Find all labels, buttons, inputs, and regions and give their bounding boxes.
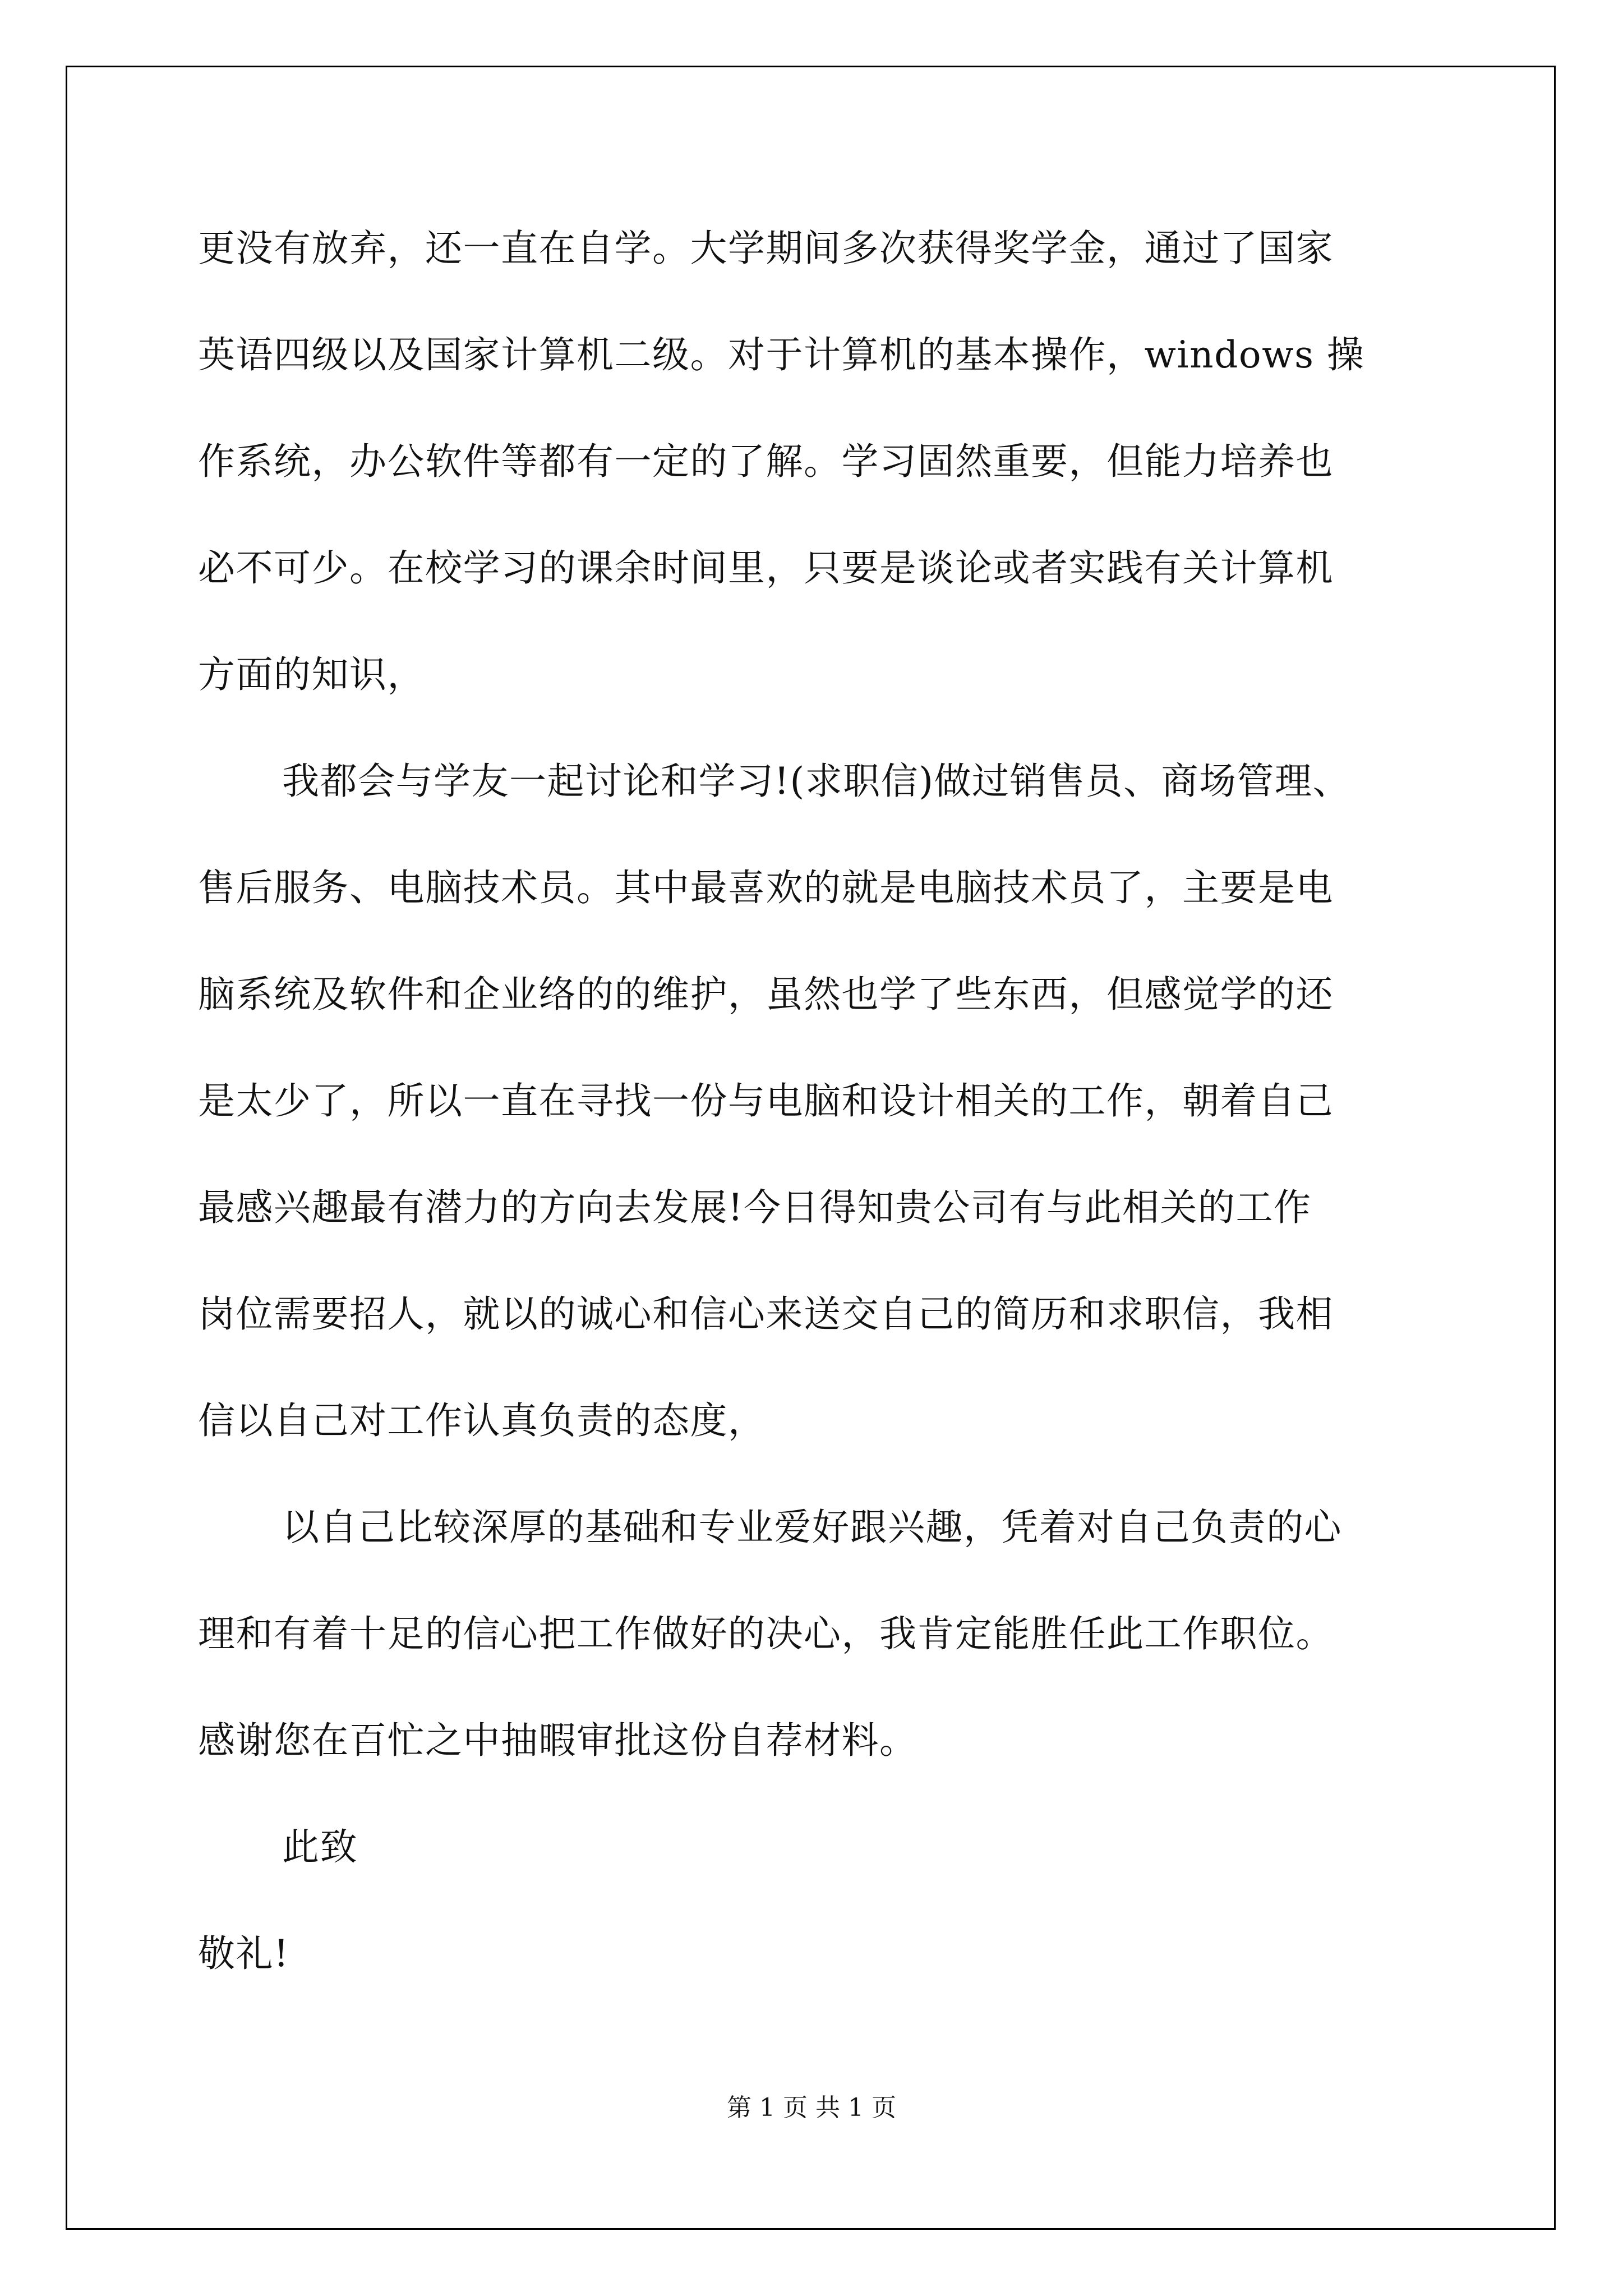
body-line-4: 必不可少。在校学习的课余时间里，只要是谈论或者实践有关计算机 <box>198 546 1334 590</box>
body-line-11: 岗位需要招人，就以的诚心和信心来送交自己的简历和求职信，我相 <box>198 1292 1334 1336</box>
body-line-7: 售后服务、电脑技术员。其中最喜欢的就是电脑技术员了，主要是电 <box>198 866 1334 909</box>
body-line-1: 更没有放弃，还一直在自学。大学期间多次获得奖学金，通过了国家 <box>198 227 1334 270</box>
body-line-2: 英语四级以及国家计算机二级。对于计算机的基本操作，windows 操 <box>198 333 1365 376</box>
body-line-14: 理和有着十足的信心把工作做好的决心，我肯定能胜任此工作职位。 <box>198 1612 1334 1655</box>
page-border <box>66 66 1556 2230</box>
body-line-15: 感谢您在百忙之中抽暇审批这份自荐材料。 <box>198 1719 917 1762</box>
body-line-8: 脑系统及软件和企业络的的维护，虽然也学了些东西，但感觉学的还 <box>198 973 1334 1016</box>
closing-regards: 敬礼! <box>198 1932 290 1975</box>
body-line-13: 以自己比较深厚的基础和专业爱好跟兴趣，凭着对自己负责的心 <box>282 1506 1342 1549</box>
body-line-3: 作系统，办公软件等都有一定的了解。学习固然重要，但能力培养也 <box>198 440 1334 483</box>
body-line-9: 是太少了，所以一直在寻找一份与电脑和设计相关的工作，朝着自己 <box>198 1079 1334 1122</box>
body-line-6: 我都会与学友一起讨论和学习!(求职信)做过销售员、商场管理、 <box>282 760 1351 803</box>
body-line-12: 信以自己对工作认真负责的态度， <box>198 1399 766 1442</box>
body-line-10: 最感兴趣最有潜力的方向去发展!今日得知贵公司有与此相关的工作 <box>198 1186 1312 1229</box>
body-line-5: 方面的知识， <box>198 653 425 696</box>
closing-salutation: 此致 <box>282 1825 358 1869</box>
page-footer: 第 1 页 共 1 页 <box>727 2093 896 2122</box>
